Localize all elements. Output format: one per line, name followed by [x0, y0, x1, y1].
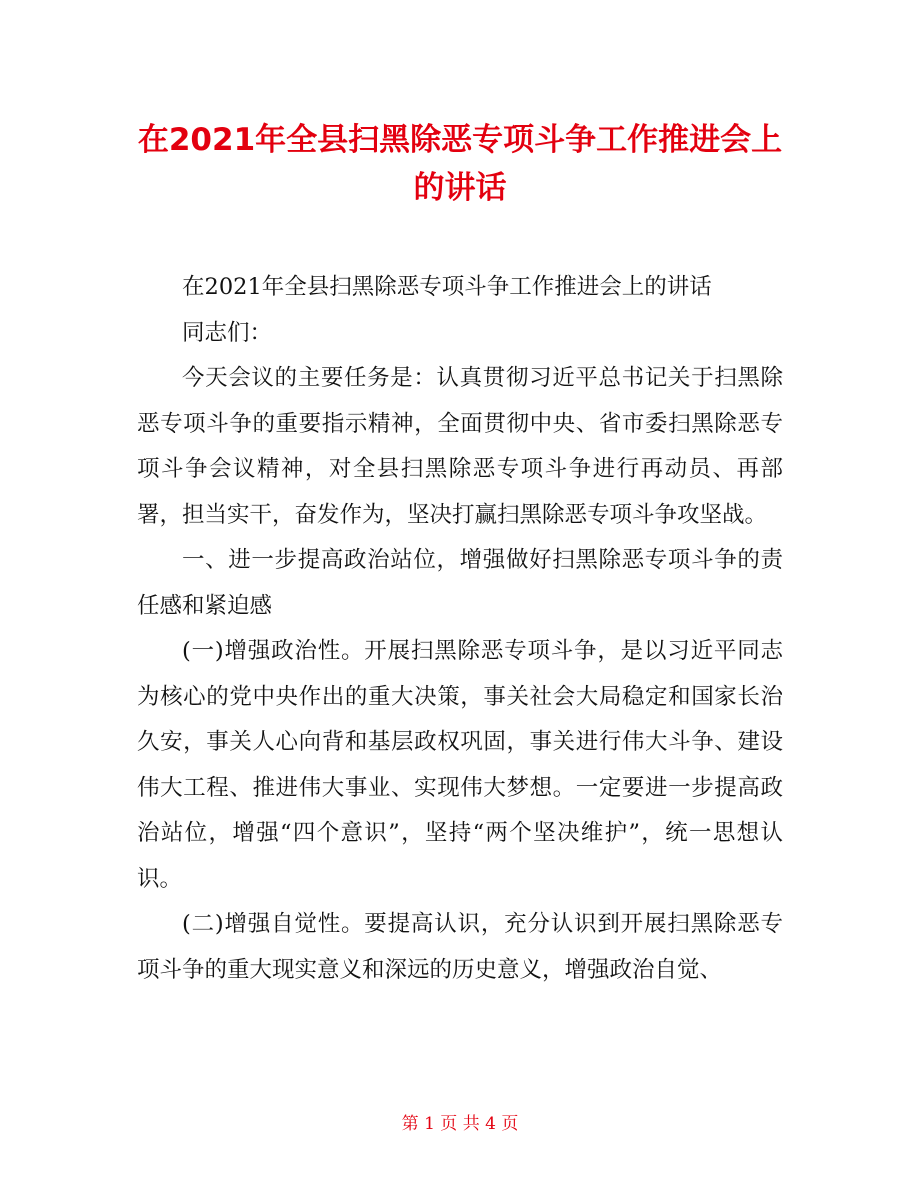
paragraph-political-nature: (一)增强政治性。开展扫黑除恶专项斗争，是以习近平同志为核心的党中央作出的重大决策，事关社会大局稳定和国家长治久安，事关人心向背和基层政权巩固，事关进行伟大斗争、建设伟大工程、推进伟大事业、实现伟大梦想。一定要进一步提高政治站位，增强“四个意识”，坚持“两个坚决维护”，统一思想认识。 — [137, 638, 783, 892]
paragraph-heading-repeat: 在2021年全县扫黑除恶专项斗争工作推进会上的讲话 — [182, 274, 712, 300]
paragraph-meeting-task: 今天会议的主要任务是：认真贯彻习近平总书记关于扫黑除恶专项斗争的重要指示精神，全面贯彻中央、省市委扫黑除恶专项斗争会议精神，对全县扫黑除恶专项斗争进行再动员、再部署，担当实干，奋发作为，坚决打赢扫黑除恶专项斗争攻坚战。 — [137, 365, 783, 528]
page-number-footer: 第 1 页 共 4 页 — [401, 1114, 519, 1134]
paragraph-salutation: 同志们： — [182, 319, 273, 346]
paragraph-section-one-heading: 一、进一步提高政治站位，增强做好扫黑除恶专项斗争的责任感和紧迫感 — [137, 547, 783, 619]
paragraph-self-consciousness: (二)增强自觉性。要提高认识，充分认识到开展扫黑除恶专项斗争的重大现实意义和深远的历史意义，增强政治自觉、 — [137, 911, 783, 983]
document-body — [137, 265, 783, 993]
document-title: 在2021年全县扫黑除恶专项斗争工作推进会上的讲话 — [137, 122, 783, 206]
